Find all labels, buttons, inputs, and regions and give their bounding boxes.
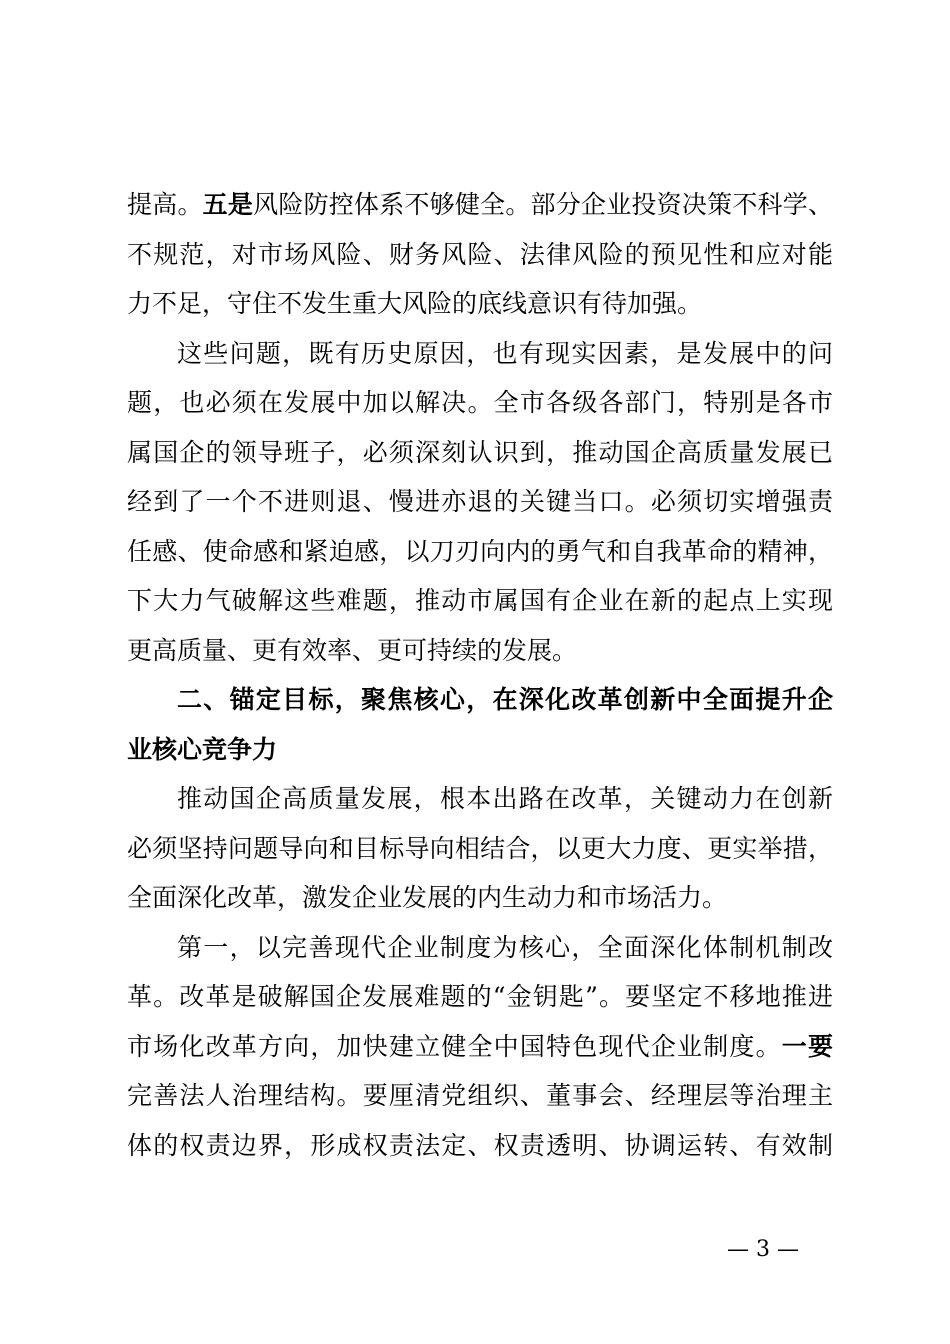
text-line: 下大力气破解这些难题，推动市属国有企业在新的起点上实现: [127, 586, 833, 615]
bold-keyword: 一要: [781, 1031, 833, 1061]
text-span: 提高。: [127, 190, 203, 219]
bold-keyword: 五是: [202, 190, 254, 219]
text-line: 完善法人治理结构。要厘清党组织、董事会、经理层等治理主: [127, 1081, 833, 1110]
text-line: 经到了一个不进则退、慢进亦退的关键当口。必须切实增强责: [127, 487, 833, 516]
text-span: 风险防控体系不够健全。部分企业投资决策不科学、: [253, 190, 833, 219]
text-line: 体的权责边界，形成权责法定、权责透明、协调运转、有效制: [127, 1130, 833, 1160]
text-line: 属国企的领导班子，必须深刻认识到，推动国企高质量发展已: [127, 437, 833, 467]
text-line: 推动国企高质量发展，根本出路在改革，关键动力在创新: [177, 784, 833, 813]
document-body: [127, 180, 833, 1170]
paragraph-problems: [127, 329, 833, 676]
paragraph-reform: [127, 774, 833, 923]
text-line: 不规范，对市场风险、财务风险、法律风险的预见性和应对能: [127, 239, 833, 269]
heading-line: 业核心竞争力: [127, 734, 278, 764]
paragraph-risk-control: [127, 180, 833, 329]
text-line: 全面深化改革，激发企业发展的内生动力和市场活力。: [127, 883, 728, 912]
paragraph-first-point: [127, 923, 833, 1171]
text-line: 第一，以完善现代企业制度为核心，全面深化体制机制改: [177, 932, 833, 962]
text-line: 任感、使命感和紧迫感，以刀刃向内的勇气和自我革命的精神，: [127, 536, 833, 566]
text-line: 更高质量、更有效率、更可持续的发展。: [127, 635, 578, 665]
text-line: 必须坚持问题导向和目标导向相结合，以更大力度、更实举措，: [127, 833, 833, 863]
text-line: 革。改革是破解国企发展难题的“金钥匙”。要坚定不移地推进: [127, 982, 833, 1011]
text-span: 市场化改革方向，加快建立健全中国特色现代企业制度。: [127, 1031, 782, 1061]
text-line: 题，也必须在发展中加以解决。全市各级各部门，特别是各市: [127, 388, 833, 417]
section-heading: [127, 675, 833, 774]
text-line: 这些问题，既有历史原因，也有现实因素，是发展中的问: [177, 338, 833, 368]
text-line: [127, 180, 833, 230]
heading-line: 二、锚定目标，聚焦核心，在深化改革创新中全面提升企: [177, 685, 833, 714]
page-number: — 3 —: [727, 1237, 799, 1262]
text-line: 力不足，守住不发生重大风险的底线意识有待加强。: [127, 289, 703, 318]
text-line: [127, 1022, 833, 1072]
